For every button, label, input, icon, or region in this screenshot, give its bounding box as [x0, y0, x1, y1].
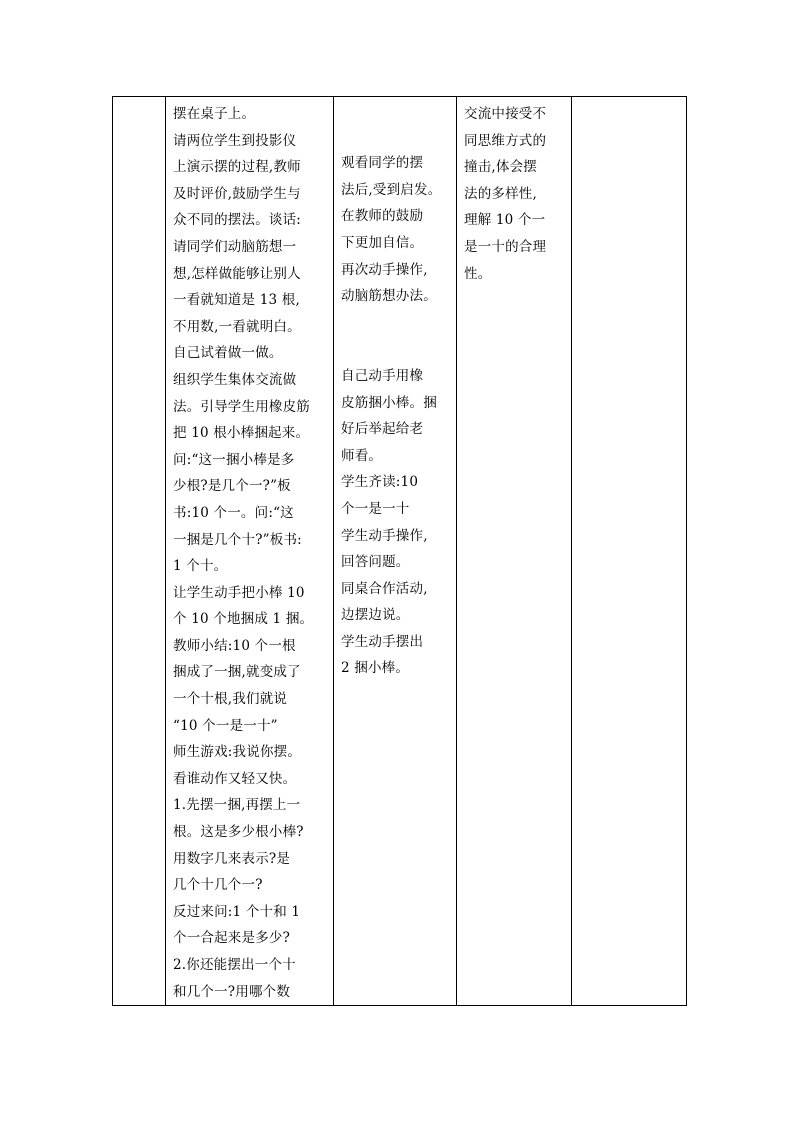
design-intent-line: 同思维方式的 [464, 132, 547, 149]
teacher-activity-line: 不用数,一看就明白。 [173, 318, 301, 335]
teacher-activity-line: 用数字几来表示?是 [173, 850, 291, 867]
student-activity-line: 学生动手摆出 [341, 633, 424, 650]
student-activity-line: 个一是一十 [341, 500, 410, 517]
student-activity-line: 回答问题。 [341, 554, 410, 571]
teacher-activity-line: 根。这是多少根小棒? [173, 824, 304, 841]
teacher-activity-line: 个一合起来是多少? [173, 930, 291, 947]
teacher-activity-line: 一看就知道是 13 根, [173, 292, 300, 309]
student-activity-cell [334, 97, 457, 1006]
teacher-activity-line: 书:10 个一。问:“这 [173, 504, 294, 521]
student-activity-line: 边摆边说。 [341, 607, 410, 624]
design-intent-line: 理解 10 个一 [464, 212, 546, 229]
table-row [113, 97, 687, 1006]
teacher-activity-line: 师生游戏:我说你摆。 [173, 744, 302, 761]
student-activity-line: 2 捆小棒。 [341, 660, 410, 677]
teacher-activity-line: 摆在桌子上。 [173, 106, 256, 122]
teacher-activity-line: 及时评价,鼓励学生与 [173, 185, 301, 202]
teacher-activity-line: 几个十几个一? [173, 877, 263, 894]
teacher-activity-line: 请两位学生到投影仪 [173, 132, 297, 149]
teacher-activity-line: 1 个十。 [173, 558, 228, 575]
student-activity-line: 皮筋捆小棒。捆 [341, 394, 437, 411]
teacher-activity-line: 组织学生集体交流做 [173, 371, 297, 388]
student-activity-line: 学生齐读:10 [341, 474, 419, 491]
teacher-activity-line: 自己试着做一做。 [173, 345, 283, 362]
teacher-activity-line: 请同学们动脑筋想一 [173, 238, 297, 255]
student-activity-line [341, 124, 456, 151]
teacher-activity-line: 反过来问:1 个十和 1 [173, 903, 301, 920]
design-intent-line: 是一十的合理 [464, 238, 547, 255]
student-activity-text [334, 97, 456, 682]
teacher-activity-line: 一捆是几个十?”板书: [173, 531, 302, 548]
student-activity-line: 同桌合作活动, [341, 580, 428, 597]
design-intent-line: 法的多样性, [464, 185, 537, 202]
student-activity-line [341, 97, 456, 124]
student-activity-line: 下更加自信。 [341, 234, 424, 251]
teacher-activity-line: 捆成了一捆,就变成了 [173, 664, 301, 681]
design-intent-line: 撞击,体会摆 [464, 159, 537, 176]
teacher-activity-line: 少根?是几个一?”板 [173, 478, 291, 495]
teacher-activity-line: 个 10 个地捆成 1 捆。 [173, 611, 314, 628]
teacher-activity-line: 1.先摆一捆,再摆上一 [173, 797, 301, 814]
student-activity-line: 再次动手操作, [341, 261, 428, 278]
teacher-activity-cell [166, 97, 334, 1006]
teacher-activity-line: 让学生动手把小棒 10 [173, 584, 305, 601]
design-intent-cell [457, 97, 572, 1006]
student-activity-line: 在教师的鼓励 [341, 208, 424, 225]
teacher-activity-line: 上演示摆的过程,教师 [173, 159, 301, 176]
student-activity-line [341, 310, 456, 337]
stage-cell [113, 97, 166, 1006]
student-activity-line: 学生动手操作, [341, 527, 428, 544]
student-activity-line: 好后举起给老 [341, 421, 424, 438]
student-activity-line: 师看。 [341, 447, 383, 464]
teacher-activity-line: 看谁动作又轻又快。 [173, 770, 297, 787]
teacher-activity-line: 把 10 根小棒捆起来。 [173, 425, 310, 442]
teacher-activity-line: “10 个一是一十” [173, 717, 278, 734]
teacher-activity-line: 和几个一?用哪个数 [173, 983, 291, 1000]
teacher-activity-line: 2.你还能摆出一个十 [173, 957, 296, 973]
teacher-activity-line: 想,怎样做能够让别人 [173, 265, 301, 282]
teacher-activity-line: 一个十根,我们就说 [173, 691, 288, 708]
student-activity-line: 动脑筋想办法。 [341, 288, 437, 305]
student-activity-line: 自己动手用橡 [341, 367, 424, 384]
student-activity-line [341, 336, 456, 363]
teacher-activity-line: 问:“这一捆小棒是多 [173, 451, 295, 468]
student-activity-line: 观看同学的摆 [341, 155, 424, 172]
design-intent-line: 性。 [464, 265, 492, 282]
teacher-activity-line: 众不同的摆法。谈话: [173, 212, 302, 229]
design-intent-text [457, 97, 571, 287]
design-intent-line: 交流中接受不 [464, 106, 547, 122]
notes-cell [572, 97, 687, 1006]
student-activity-line: 法后,受到启发。 [341, 181, 442, 198]
lesson-plan-table [112, 96, 687, 1006]
teacher-activity-line: 教师小结:10 个一根 [173, 637, 296, 654]
teacher-activity-text [166, 97, 333, 1005]
teacher-activity-line: 法。引导学生用橡皮筋 [173, 398, 310, 415]
